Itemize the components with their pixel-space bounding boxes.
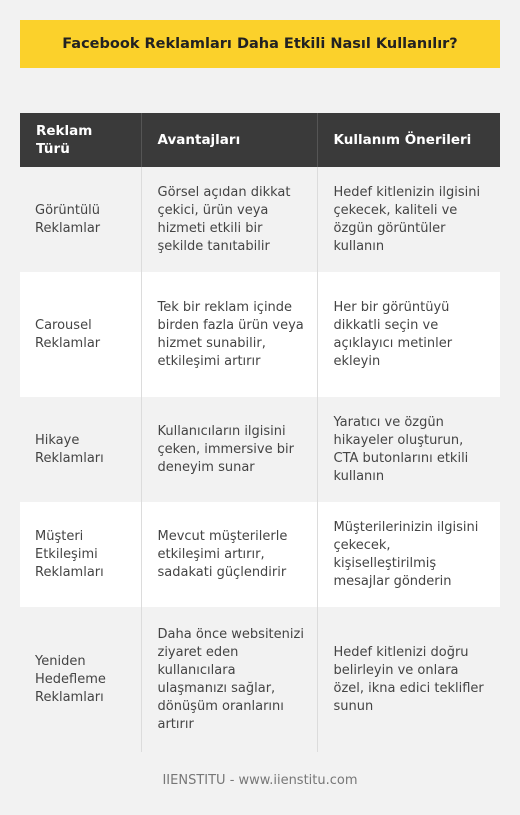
header-usage-tips: Kullanım Önerileri (317, 113, 500, 167)
cell-ad-type: Görüntülü Reklamlar (20, 167, 141, 272)
cell-usage-tips: Hedef kitlenizi doğru belirleyin ve onlara özel, ikna edici teklifler sunun (317, 607, 500, 752)
cell-advantages: Mevcut müşterilerle etkileşimi artırır, sadakati güçlendirir (141, 502, 317, 607)
cell-ad-type: Hikaye Reklamları (20, 397, 141, 502)
cell-advantages: Görsel açıdan dikkat çekici, ürün veya hizmeti etkili bir şekilde tanıtabilir (141, 167, 317, 272)
table-row (20, 272, 500, 397)
cell-usage-tips: Müşterilerinizin ilgisini çekecek, kişiselleştirilmiş mesajlar gönderin (317, 502, 500, 607)
header-advantages: Avantajları (141, 113, 317, 167)
title-banner (20, 20, 500, 68)
cell-advantages: Tek bir reklam içinde birden fazla ürün veya hizmet sunabilir, etkileşimi artırır (141, 272, 317, 397)
cell-ad-type: Yeniden Hedefleme Reklamları (20, 607, 141, 752)
cell-usage-tips: Yaratıcı ve özgün hikayeler oluşturun, CTA butonlarını etkili kullanın (317, 397, 500, 502)
ad-types-table (20, 113, 500, 752)
footer-credit: IIENSTITU - www.iienstitu.com (162, 773, 358, 788)
table-row (20, 607, 500, 752)
cell-advantages: Kullanıcıların ilgisini çeken, immersive bir deneyim sunar (141, 397, 317, 502)
cell-usage-tips: Hedef kitlenizin ilgisini çekecek, kaliteli ve özgün görüntüler kullanın (317, 167, 500, 272)
cell-advantages: Daha önce websitenizi ziyaret eden kullanıcılara ulaşmanızı sağlar, dönüşüm oranlarını artırır (141, 607, 317, 752)
cell-ad-type: Carousel Reklamlar (20, 272, 141, 397)
cell-usage-tips: Her bir görüntüyü dikkatli seçin ve açıklayıcı metinler ekleyin (317, 272, 500, 397)
table-row (20, 167, 500, 272)
page-title: Facebook Reklamları Daha Etkili Nasıl Kullanılır? (62, 36, 458, 52)
cell-ad-type: Müşteri Etkileşimi Reklamları (20, 502, 141, 607)
table-header-row (20, 113, 500, 167)
header-ad-type: Reklam Türü (20, 113, 141, 167)
table-row (20, 397, 500, 502)
table-row (20, 502, 500, 607)
